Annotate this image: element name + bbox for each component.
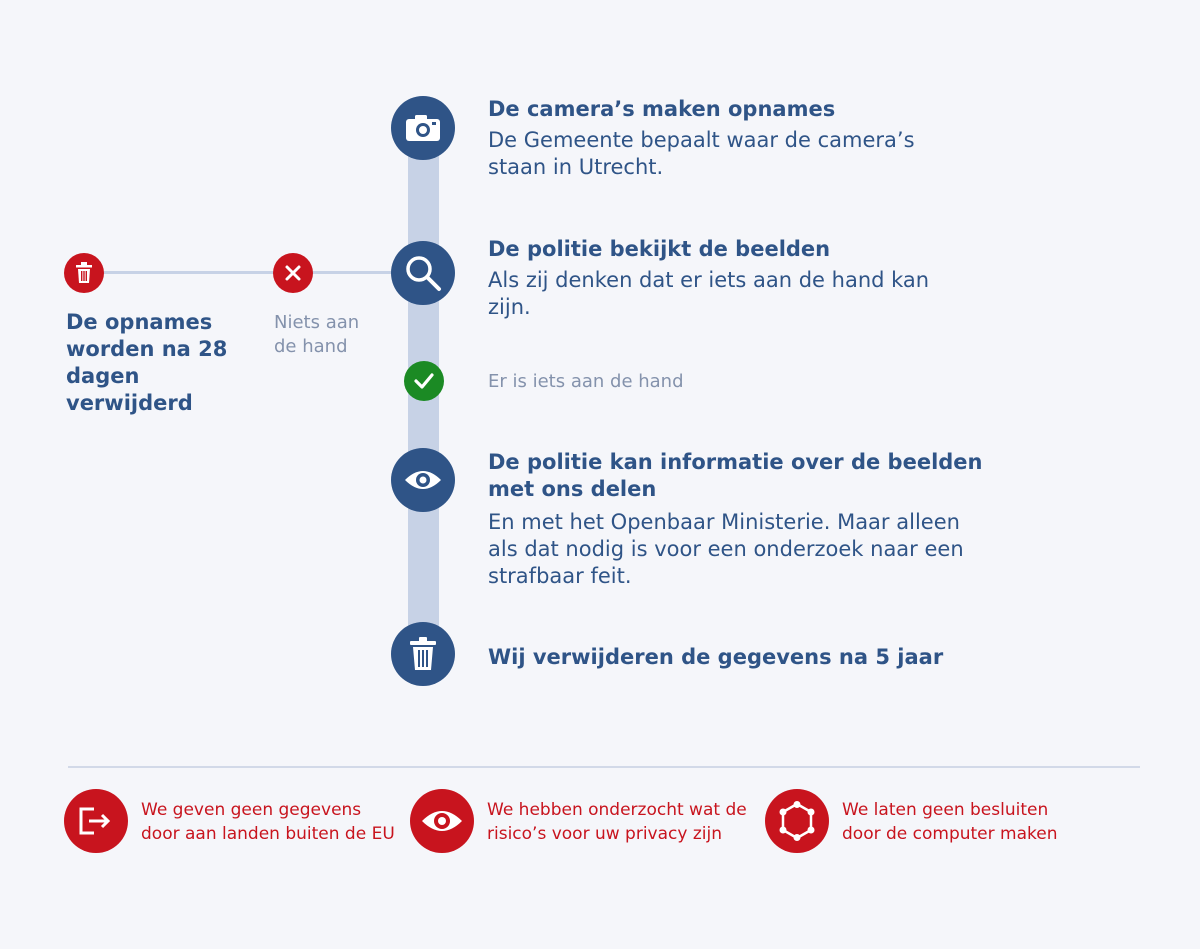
step-camera [488, 96, 958, 181]
trash-icon [391, 622, 455, 686]
step-review [488, 236, 958, 321]
step-title: De camera’s maken opnames [488, 97, 836, 121]
step-title: Wij verwijderen de gegevens na 5 jaar [488, 645, 944, 669]
left-outcome: De opnames worden na 28 dagen verwijderd [66, 310, 228, 415]
footer-text: We geven geen gegevens door aan landen buiten de EU [141, 800, 395, 844]
step-title: De politie kan informatie over de beelden met ons delen [488, 450, 983, 501]
step-description: En met het Openbaar Ministerie. Maar alleen als dat nodig is voor een onderzoek naar een strafbaar feit. [488, 510, 964, 588]
branch-yes-label: Er is iets aan de hand [488, 371, 684, 392]
footer-text: We hebben onderzocht wat de risico’s voor uw privacy zijn [487, 800, 747, 844]
step-delete [488, 644, 988, 671]
close-icon [273, 253, 313, 293]
eye-icon [391, 448, 455, 512]
branch-connector [100, 271, 400, 274]
network-icon [765, 789, 829, 853]
magnifier-icon [391, 241, 455, 305]
trash-icon [64, 253, 104, 293]
step-share [488, 449, 988, 590]
footer-text: We laten geen besluiten door de computer maken [842, 800, 1058, 844]
divider [68, 766, 1140, 768]
step-description: Als zij denken dat er iets aan de hand kan zijn. [488, 268, 930, 319]
step-title: De politie bekijkt de beelden [488, 237, 831, 261]
export-icon [64, 789, 128, 853]
check-icon [404, 361, 444, 401]
step-description: De Gemeente bepaalt waar de camera’s staan in Utrecht. [488, 128, 915, 179]
eye-icon [410, 789, 474, 853]
branch-no-label: Niets aan de hand [274, 312, 360, 357]
camera-icon [391, 96, 455, 160]
